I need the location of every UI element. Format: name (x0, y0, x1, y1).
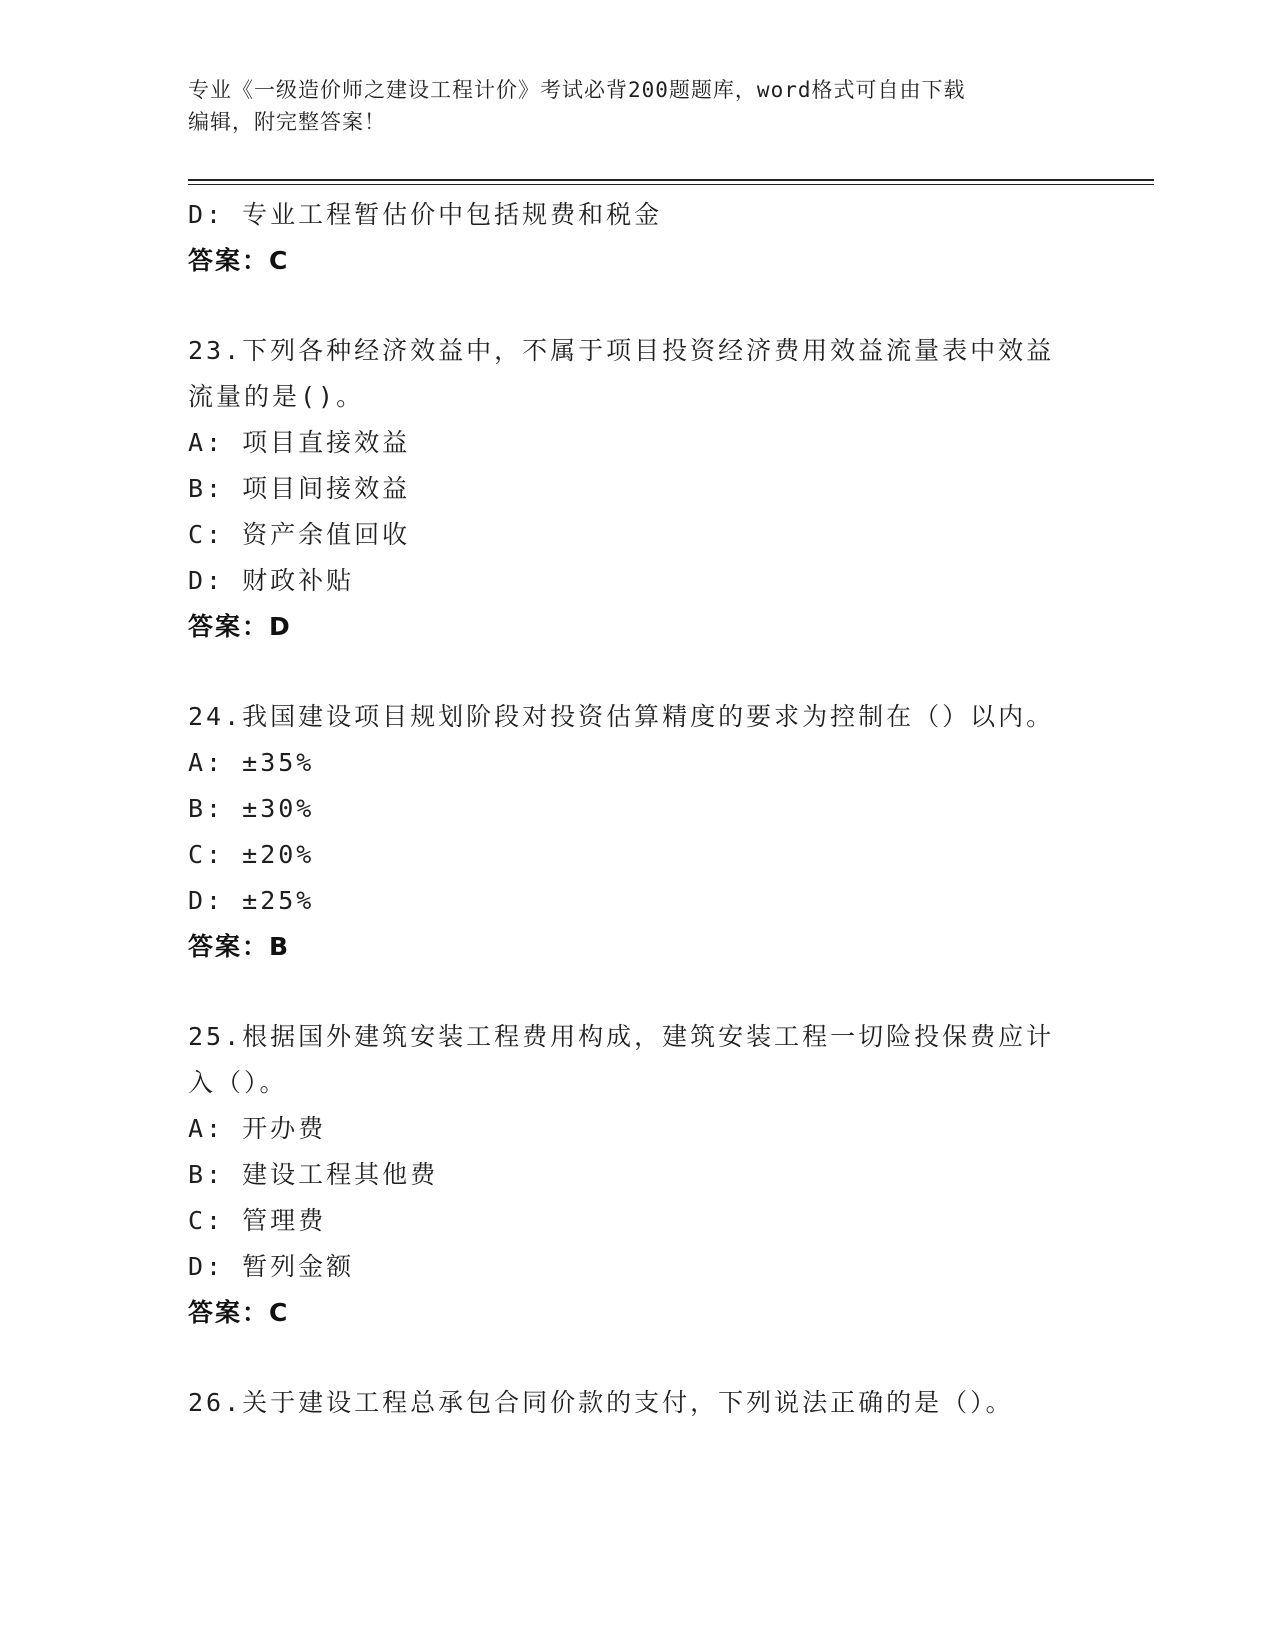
spacer (188, 284, 1088, 328)
option-c: C: 管理费 (188, 1206, 327, 1235)
option-c: C: ±20% (188, 840, 315, 869)
answer-label: 答案：C (188, 246, 290, 275)
option-d: D: 专业工程暂估价中包括规费和税金 (188, 200, 663, 229)
question-list (188, 192, 1088, 1426)
question-stem-continued: 流量的是()。 (188, 382, 365, 411)
option-c: C: 资产余值回收 (188, 520, 411, 549)
question-block-23 (188, 328, 1088, 650)
question-stem: 25.根据国外建筑安装工程费用构成，建筑安装工程一切险投保费应计 (188, 1022, 1055, 1051)
header-title-line-2: 编辑，附完整答案！ (188, 110, 386, 134)
spacer (188, 650, 1088, 694)
header-title-line-1: 专业《一级造价师之建设工程计价》考试必背200题题库，word格式可自由下载 (188, 78, 966, 102)
question-stem-continued: 入（）。 (188, 1068, 288, 1097)
header-divider-thin (188, 184, 1154, 185)
option-b: B: 建设工程其他费 (188, 1160, 439, 1189)
question-stem: 26.关于建设工程总承包合同价款的支付，下列说法正确的是（）。 (188, 1388, 1014, 1417)
option-d: D: ±25% (188, 886, 315, 915)
spacer (188, 970, 1088, 1014)
header-divider-thick (188, 179, 1154, 181)
question-block-25 (188, 1014, 1088, 1336)
option-d: D: 财政补贴 (188, 566, 355, 595)
option-a: A: ±35% (188, 748, 315, 777)
answer-label: 答案：B (188, 932, 291, 961)
option-a: A: 项目直接效益 (188, 428, 411, 457)
option-a: A: 开办费 (188, 1114, 327, 1143)
question-block-24 (188, 694, 1088, 970)
spacer (188, 1336, 1088, 1380)
option-d: D: 暂列金额 (188, 1252, 355, 1281)
option-b: B: ±30% (188, 794, 315, 823)
question-block-26 (188, 1380, 1088, 1426)
answer-label: 答案：C (188, 1298, 290, 1327)
question-stem: 23.下列各种经济效益中，不属于项目投资经济费用效益流量表中效益 (188, 336, 1055, 365)
document-header (188, 74, 1068, 138)
answer-label: 答案：D (188, 612, 292, 641)
option-b: B: 项目间接效益 (188, 474, 411, 503)
question-stem: 24.我国建设项目规划阶段对投资估算精度的要求为控制在（）以内。 (188, 702, 1055, 731)
question-block-22 (188, 192, 1088, 284)
